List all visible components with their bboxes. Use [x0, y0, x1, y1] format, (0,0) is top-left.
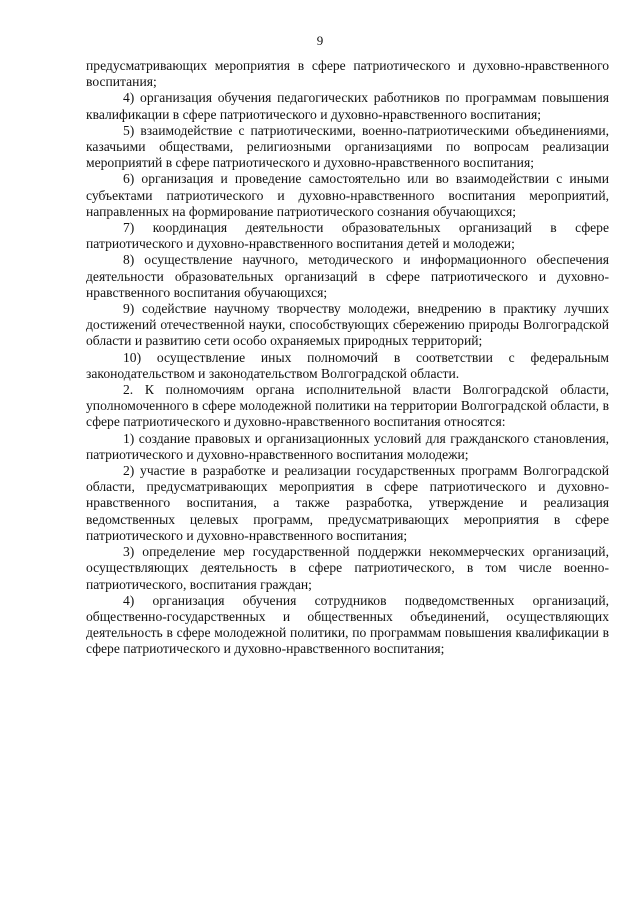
document-body: [86, 58, 609, 658]
paragraph-continuation: предусматривающих мероприятия в сфере патриотического и духовно-нравственного воспитания;: [86, 58, 609, 90]
paragraph: 9) содействие научному творчеству молодежи, внедрению в практику лучших достижений отечественной науки, способствующих сбережению природы Волгоградской области и развитию сети особо охраняемых природных территорий;: [86, 301, 609, 349]
paragraph: 8) осуществление научного, методического и информационного обеспечения деятельности образовательных организаций в сфере патриотического и духовно-нравственного воспитания обучающихся;: [86, 252, 609, 300]
paragraph: 1) создание правовых и организационных условий для гражданского становления, патриотического и духовно-нравственного воспитания молодежи;: [86, 430, 609, 462]
paragraph: 7) координация деятельности образовательных организаций в сфере патриотического и духовно-нравственного воспитания детей и молодежи;: [86, 220, 609, 252]
paragraph: 2. К полномочиям органа исполнительной власти Волгоградской области, уполномоченного в сфере молодежной политики на территории Волгоградской области, в сфере патриотического и духовно-нравственного воспитания относятся:: [86, 382, 609, 430]
paragraph: 6) организация и проведение самостоятельно или во взаимодействии с иными субъектами патриотического и духовно-нравственного воспитания мероприятий, направленных на формирование патриотического сознания обучающихся;: [86, 171, 609, 219]
paragraph: 2) участие в разработке и реализации государственных программ Волгоградской области, предусматривающих мероприятия в сфере патриотического и духовно-нравственного воспитания, а также разработка, утверждение и реализация ведомственных целевых программ, предусматривающих мероприятия в сфере патриотического и духовно-нравственного воспитания;: [86, 463, 609, 543]
paragraph: 10) осуществление иных полномочий в соответствии с федеральным законодательством и законодательством Волгоградской области.: [86, 349, 609, 381]
paragraph: 4) организация обучения педагогических работников по программам повышения квалификации в сфере патриотического и духовно-нравственного воспитания;: [86, 90, 609, 122]
page-number: 9: [316, 33, 324, 48]
paragraph: 5) взаимодействие с патриотическими, военно-патриотическими объединениями, казачьими обществами, религиозными организациями по вопросам реализации мероприятий в сфере патриотического и духовно-нравственного воспитания;: [86, 122, 609, 171]
paragraph: 4) организация обучения сотрудников подведомственных организаций, общественно-государственных и общественных объединений, осуществляющих деятельность в сфере молодежной политики, по программам повышения квалификации в сфере патриотического и духовно-нравственного воспитания;: [86, 592, 609, 657]
paragraph: 3) определение мер государственной поддержки некоммерческих организаций, осуществляющих деятельность в сфере патриотического, в том числе военно-патриотического, воспитания граждан;: [86, 544, 609, 592]
